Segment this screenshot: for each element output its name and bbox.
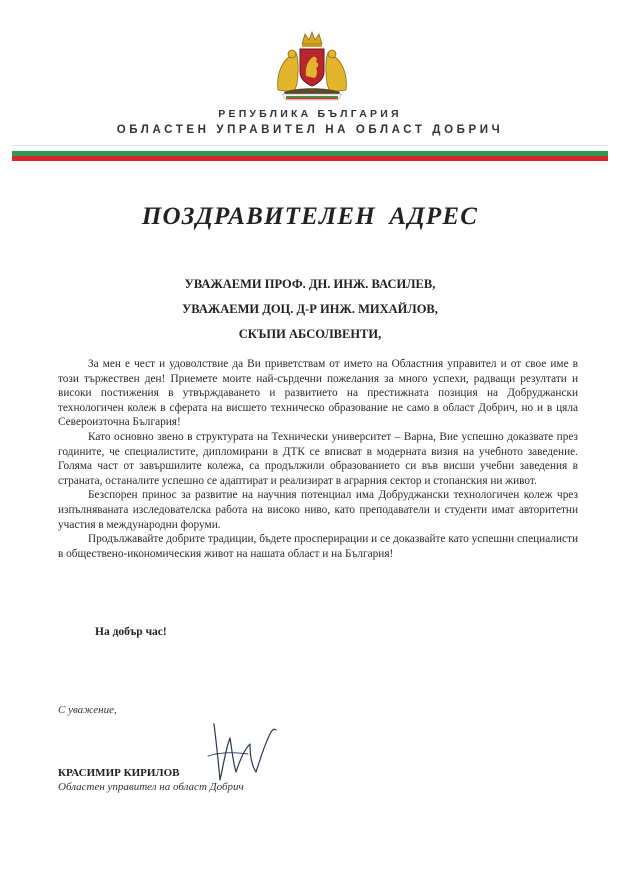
salutation-line: УВАЖАЕМИ ДОЦ. Д-Р ИНЖ. МИХАЙЛОВ, <box>182 302 438 316</box>
header-republic: РЕПУБЛИКА БЪЛГАРИЯ <box>218 108 402 120</box>
body-paragraph: За мен е чест и удоволствие да Ви приветствам от името на Областния управител и от свое име в този тържествен ден! Приемете моите най-сърдечни пожелания за много успехи, радващи резултати и високи постижения в утвърждаването и развитието на престижната позиция на Добруджански технологичен колеж в сферата на висшето техническо образование не само в област Добрич, но и в цяла Североизточна България! <box>58 358 578 429</box>
signer-role: Областен управител на област Добрич <box>58 781 244 793</box>
signer-name: КРАСИМИР КИРИЛОВ <box>58 767 180 779</box>
document-title: ПОЗДРАВИТЕЛЕН АДРЕС <box>141 203 479 230</box>
handwritten-signature <box>200 716 295 786</box>
salutation-line: УВАЖАЕМИ ПРОФ. ДН. ИНЖ. ВАСИЛЕВ, <box>184 277 436 291</box>
body-paragraph: Безспорен принос за развитие на научния потенциал има Добруджански технологичен колеж чрез изпълняваната изследователска работа на високо ниво, като преподаватели и студенти имат авторитетни участия в международни форуми. <box>58 489 578 531</box>
body-paragraph: Като основно звено в структурата на Технически университет – Варна, Вие успешно доказвате през годините, че специалистите, дипломирани в ДТК се вписват в модерната визия на учебното заведение. Голяма част от завършилите колежа, са продължили образованието си във висши учебни заведения в страната, останалите успешно се адаптират и реализират в аграрния сектор и стопанския ни живот. <box>58 430 578 487</box>
tricolor-flag-bar <box>12 145 608 160</box>
salutation-line: СКЪПИ АБСОЛВЕНТИ, <box>238 327 382 341</box>
regards-text: С уважение, <box>58 704 117 716</box>
header-office: ОБЛАСТЕН УПРАВИТЕЛ НА ОБЛАСТ ДОБРИЧ <box>116 124 504 136</box>
coat-of-arms-icon <box>272 30 352 102</box>
body-paragraph: Продължавайте добрите традиции, бъдете просперирации и се доказвайте като успешни специалисти в обществено-икономическия живот на нашата област и на България! <box>58 533 578 560</box>
flag-stripe-red <box>12 156 608 161</box>
letter-body <box>58 357 578 561</box>
closing-wish: На добър час! <box>95 626 167 638</box>
